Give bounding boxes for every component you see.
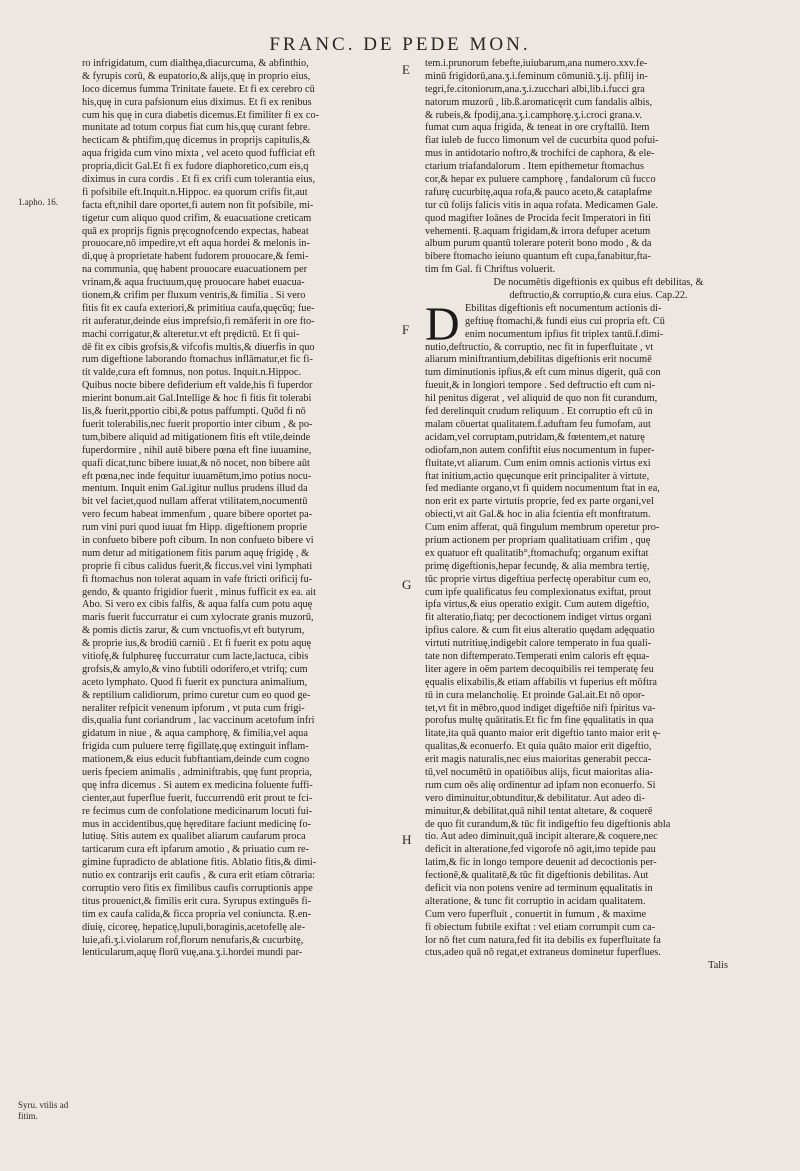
right-column-line: fectionē,& qualitatē,& tūc fit digeftionis debilitas. Aut: [425, 870, 649, 882]
left-column-line: munitate ad totum corpus fiat cum his,quę curant febre.: [82, 122, 311, 134]
left-column-line: tarticarum cura eft ipfarum amotio , & priuatio cum re-: [82, 844, 310, 856]
section-marker-h: H: [402, 832, 412, 847]
right-text-column: [425, 58, 762, 973]
left-column-line: eft pœna,nec inde fequitur iuuamētum,imo potius nocu-: [82, 470, 312, 482]
margin-note-syrup: Syru. vtilis ad fitim.: [18, 1100, 69, 1121]
right-column-line: natorum muzorū , lib.ß.aromaticęrit cum fandalis albis,: [425, 96, 653, 108]
section-marker-f: F: [402, 322, 410, 337]
left-column-line: rum vini puri quod iuuat fm Hipp. digeftionem proprie: [82, 522, 308, 534]
left-column-line: quafi dicat,tunc bibere iuuat,& nō nocet, non bibere aūt: [82, 457, 310, 469]
running-head: FRANC. DE PEDE MON.: [269, 34, 531, 55]
left-column-line: aceto lymphato. Quod fi fuerit ex punctura animalium,: [82, 676, 308, 688]
right-column-line: minū frigidorū,ana.ʒ.i.feminum cōmuniū.ʒ.ij. pfilij in-: [425, 70, 648, 82]
left-column-line: his,quę in cura pafsionum eius diximus. Et fi ex renibus: [82, 96, 312, 108]
left-column-line: luie,afi.ʒ.i.violarum rof,florum nenufaris,& cucurbitę,: [82, 934, 304, 946]
left-column-line: fuperdormire , nihil autē bibere pœna eft fine iuuamine,: [82, 444, 312, 456]
left-column-line: hecticam & phtifim,quę dicemus in proprijs capitulis,&: [82, 135, 311, 147]
right-column-line: vehementi. Ŗ.aquam frigidam,& irrora defuper acetum: [425, 225, 651, 237]
right-column-line: album purum quantū tolerare poterit bono modo , & da: [425, 238, 652, 250]
left-column-line: loco dicemus fumma Trinitate fauete. Et fi ex cerebro cū: [82, 83, 315, 95]
left-column-line: lutiuę. Sitis autem ex qualibet aliarum caufarum proca: [82, 831, 306, 843]
left-column-line: cum his quę in cura diabetis dicemus.Et fimiliter fi ex co-: [82, 109, 320, 121]
right-column-line: mus in antidotario noftro,& trochifci de caphora, & ele-: [425, 148, 655, 160]
left-column-line: quę infra dicemus . Si autem ex medicina foluente fuffi-: [82, 779, 313, 791]
right-column-line: ipfa virtus,& eius operatio exigit. Cum autem digeftio,: [425, 599, 650, 611]
left-column-line: Abo. Si vero ex cibis falfis, & aqua falfa cum potu aquę: [82, 599, 313, 611]
left-column-line: fuerit tolerabilis,nec fuerit proportio inter cibum , & po-: [82, 418, 313, 430]
right-column-line: cum ipfe qualificatus feu complexionatus exiftat, prout: [425, 586, 652, 598]
right-column-line: litate,ita quā quanto maior erit digeftio tanto maior erit ę-: [425, 728, 661, 740]
right-column-line: tum diminutionis ipfius,& eft cum minus digerit, quā con: [425, 367, 661, 379]
right-column-line: Cum vero fuperfluit , conuertit in fumum , & maxime: [425, 908, 647, 920]
left-column-line: rum digeftione laborando ftomachus inflāmatur,et fic fi-: [82, 354, 313, 366]
left-column-line: diuię, cicoreę, hepaticę,lupuli,boraginis,acetofellę ale-: [82, 921, 305, 933]
right-column-line: cor,& hepar ex puluere camphorę , fandalorum cū fucco: [425, 174, 656, 186]
left-column-line: di,quę à proprietate habent fudorem prouocare,& femi-: [82, 251, 309, 263]
left-column-line: Quibus nocte bibere defiderium eft valde,his fi fuperdor: [82, 380, 313, 392]
right-column-line: ęqualis elixabilis,& etiam affabilis vt fuperius eft mōftra: [425, 676, 657, 688]
left-column-line: quā ex proprijs fignis pręcognofcendo expectas, habeat: [82, 225, 309, 237]
right-column-line: quod magifter Ioānes de Procida fecit Imperatori in fiti: [425, 212, 651, 224]
right-column-line: tur cū folijs falicis vitis in aqua rofata. Medicamen Gale.: [425, 199, 659, 211]
left-column-line: gendo, & quanto frigidior fuerit , minus fufficit ex ea. ait: [82, 586, 317, 598]
left-column-line: dis,qualia funt coriandrum , lac vaccinum acetofum infri: [82, 715, 315, 727]
right-column-line: erit magis naturalis,nec eius maioritas generabit pecca-: [425, 754, 652, 766]
right-column-line: tū in cura melancholię. Et proinde Gal.ait.Et nō opor-: [425, 689, 645, 701]
right-column-line: tim fm Gal. fi Chriftus voluerit.: [425, 264, 556, 276]
left-column-line: in confueto bibere poft cibum. In non confueto bibere vi: [82, 534, 314, 546]
left-column-line: tum,bibere aliquid ad mitigationem fitis eft vtile,deinde: [82, 431, 311, 443]
left-column-line: tionem,& crifim per fluxum ventris,& fimilia . Si vero: [82, 290, 306, 302]
right-column-line: tet,vt fit in mēbro,quod indiget digeftiōe nifi fpiritus va-: [425, 702, 656, 714]
right-column-line: rum cum oēs alię ordinentur ad ipfam non econuerfo. Si: [425, 779, 656, 791]
right-column-line: fi obiectum fubtile exiftat : vel etiam corrumpit cum ca-: [425, 921, 656, 933]
left-column-line: num detur ad mitigationem fitis parum aquę frigidę , &: [82, 547, 310, 559]
right-column-line: non erit ex parte virtutis proprie, fed ex parte organi,vel: [425, 496, 654, 508]
right-column-line: acidam,vel corruptam,putridam,& fœtentem,et naturę: [425, 431, 645, 443]
right-column-line: tem.i.prunorum febefte,iuiubarum,ana numero.xxv.fe-: [425, 58, 648, 69]
right-column-line: fueuit,& in longiori tempore . Sed deftructio eft cum ni-: [425, 380, 656, 392]
left-column-line: nutio ex contrarijs erit caufis , & cura erit etiam cōtraria:: [82, 870, 316, 882]
right-column-line: malam cōuertat qualitatem.f.aduftam feu fumofam, aut: [425, 418, 651, 430]
left-column-line: neraliter refpicit venenum ipforum , vt puta cum frigi-: [82, 702, 305, 714]
right-column-line: de quo fit curandum,& tūc fit indigeftio feu digeftionis abla: [425, 818, 671, 830]
right-column-line: tegri,fe.citoniorum,ana.ʒ.i.zucchari albi,lib.i.fucci gra: [425, 83, 645, 95]
left-column-line: maris fuerit fuccurratur ei cum xylocrate granis muzorū,: [82, 612, 314, 624]
left-column-line: lenticularum,aquę florū vuę,ana.ʒ.i.hordei mundi par-: [82, 947, 303, 959]
left-column-line: rit auferatur,deinde eius imprefsio,fi remāferit in ore fto-: [82, 315, 315, 327]
left-column-line: gidatum in niue , & aqua camphorę, & fimilia,vel aqua: [82, 728, 308, 740]
left-column-line: aqua frigida cum vino mixta , vel aceto quod fufficiat eft: [82, 148, 316, 160]
right-column-line: aliarum miniftrantium,debilitas digeftionis erit nocumē: [425, 354, 652, 366]
right-column-line: hil penitus digerat , vel aliquid de quo non fit curandum,: [425, 393, 658, 405]
right-column-line: fluitate,vt aliarum. Cum enim omnis actionis virtus exi: [425, 457, 651, 469]
right-column-line: porofus multę quātitatis.Et fic fm fine ęqualitatis in qua: [425, 715, 654, 727]
left-column-line: grofsis,& amylo,& vino fubtili odorifero,et vtrifq; cum: [82, 663, 308, 675]
right-column-line: tū,vel nocumētū in opatiōibus alijs, ficut maioritas alia-: [425, 766, 653, 778]
left-column-line: mationem,& eius educit fubftantiam,deinde cum cogno: [82, 754, 310, 766]
left-column-line: lis,& fuerit,pportio cibi,& potus paffumpti. Quōd fi nō: [82, 406, 306, 418]
right-column-line: geftiuę ftomachi,& fundi eius cui propria eft. Cū: [465, 315, 665, 327]
right-column-line: liter agere in oēm partem decoquibilis rei temperatę feu: [425, 663, 654, 675]
right-column-line: odiofam,non autem confiftit eius nocumentum in fuper-: [425, 444, 655, 456]
right-column-line: Talis: [708, 960, 728, 972]
left-column-line: & proprie ius,& brodiū carniū . Et fi fuerit ex potu aquę: [82, 638, 312, 650]
left-column-line: mierint bonum.ait Gal.Intellige & hoc fi fitis fit tolerabi: [82, 393, 312, 405]
right-column-line: qualitas,& econuerfo. Et quia quāto maior erit digeftio,: [425, 741, 652, 753]
right-column-line: tūc proprie virtus digeftiua perfectę operabitur cum eo,: [425, 573, 651, 585]
right-column-line: fed derelinquit crudum reliquum . Et corruptio eft cū in: [425, 406, 653, 418]
margin-note-aphorism: 1.apho. 16.: [18, 197, 58, 207]
left-column-line: re fecimus cum de confolatione medicinarum locuti fui-: [82, 805, 313, 817]
left-column-line: ro infrigidatum, cum dialthęa,diacurcuma, & abfinthio,: [82, 58, 309, 69]
left-text-column: [82, 58, 402, 960]
left-column-line: tigetur cum aliquo quod crifim, & euacuatione creticam: [82, 212, 312, 224]
right-column-line: fiat iuleb de fucco limonum vel de cucurbita quod pofui-: [425, 135, 659, 147]
left-column-line: corruptio vero fitis ex fimilibus caufis corruptionis appe: [82, 883, 313, 894]
right-column-line: nutio,deftructio, & corruptio, nec fit in fuperfluitate , vt: [425, 341, 654, 353]
left-column-line: diximus in cura cordis . Et fi ex crifi cum tolerantia eius,: [82, 174, 316, 186]
right-column-line: obiecti,vt ait Gal.& hoc in alia fcientia eft monftratum.: [425, 509, 651, 521]
right-column-line: ctarium triafandalorum . Item epithemetur ftomachus: [425, 161, 645, 173]
left-column-line: na communia, quę habent prouocare euacuationem per: [82, 264, 308, 276]
left-column-line: fi pofsibile eft.Inquit.n.Hippoc. ea quorum crifis fit,aut: [82, 186, 308, 198]
right-column-line: deficit via non potens venire ad terminum ęqualitatis in: [425, 883, 653, 894]
right-column-line: fit alteratio,fiatq; per decoctionem indiget virtus organi: [425, 612, 652, 624]
left-column-line: propria,dicit Gal.Et fi ex fudore diaphoretico,cum eis,q: [82, 161, 309, 173]
left-column-line: tim ex caufa calida,& ficca propria vel coniuncta. Ŗ.en-: [82, 908, 312, 920]
left-column-line: & pomis dictis zarur, & cum vnctuofis,vt eft butyrum,: [82, 625, 305, 637]
left-column-line: vero fecum habeat immenfum , quare bibere oportet pa-: [82, 509, 313, 521]
right-column-line: latim,& fic in longo tempore deuenit ad decoctionis per-: [425, 857, 657, 869]
drop-cap-initial: D: [425, 298, 460, 352]
right-column-line: ftat initium,actio quęcunque erit principaliter à virtute,: [425, 470, 650, 482]
left-column-line: fitis fit ex caufa exteriori,& primitiua caufa,quęcūq; fue-: [82, 302, 315, 314]
right-column-line: deftructio,& corruptio,& cura eius. Cap.22.: [509, 290, 688, 302]
left-column-line: facta eft,nihil dare oportet,fi autem non fit pofsibile, mi-: [82, 199, 314, 211]
left-column-line: gimine fupradicto de ablatione fitis. Ablatio fitis,& dimi-: [82, 857, 317, 869]
left-column-line: frigida cum puluere terrę figillatę,quę extinguit inflam-: [82, 741, 309, 753]
right-column-line: deficit in alteratione,fed vigorofe nō agit,imo tepide pau: [425, 844, 656, 856]
section-marker-e: E: [402, 62, 410, 77]
left-column-line: mentum. Inquit enim Gal.igitur nullus prudens illud da: [82, 483, 308, 495]
right-column-line: primę digeftionis,hepar fecundę, & alia membra tertię,: [425, 560, 650, 572]
right-column-line: ipfius calore. & cum fit eius alteratio quędam adęquatio: [425, 625, 655, 637]
right-column-line: minuitur,& debilitat,quā nihil tentat altetare, & coquerē: [425, 805, 653, 817]
left-column-line: proprie fi cibus calidus fuerit,& ficcus.vel vini lymphati: [82, 560, 313, 572]
left-column-line: & fyrupis corū, & eupatorio,& alijs,quę in proprio eius,: [82, 70, 311, 82]
left-column-line: mus in accidentibus,quę hęreditare faciunt medicinę fo-: [82, 818, 312, 830]
right-column-line: virtuti nutritiuę,indigebit calore temperato in fua quali-: [425, 638, 652, 650]
right-column-line: fumat cum aqua frigida, & teneat in ore cryftallū. Item: [425, 122, 650, 134]
left-column-line: vitiofę,& fulphureę fuccurratur cum lacte,lactuca, cibis: [82, 650, 309, 662]
right-column-line: tio. Aut adeo diminuit,quā incipit alterare,& coquere,nec: [425, 831, 658, 843]
left-column-line: cienter,aut fuperflue fuerit, fuccurrendū erit prout te fci-: [82, 792, 313, 804]
right-column-line: Cum enim afferat, quā fingulum membrum operetur pro-: [425, 522, 660, 534]
right-column-line: lor nō ftet cum natura,fed fit ita debilis ex fuperfluitate fa: [425, 934, 661, 946]
right-column-line: enim nocumentum ipfius fit triplex tantū.f.dimi-: [465, 328, 664, 340]
left-column-line: machi corrigatur,& alteretur.vt eft prędictū. Et fi qui-: [82, 328, 300, 340]
left-column-line: & reptilium calidiorum, primo curetur cum eo quod ge-: [82, 689, 311, 701]
right-column-line: vero diminuitur,obtunditur,& debilitatur. Aut adeo di-: [425, 792, 645, 804]
right-column-line: bibere ftomacho ieiuno quantum eft cupa,fanabitur,fta-: [425, 251, 651, 263]
left-column-line: fi ftomachus non tolerat aquam in vafe ftricti orificij fu-: [82, 573, 313, 585]
right-column-line: tate non diftemperato.Temperati enim caloris eft ęqua-: [425, 650, 650, 662]
right-column-line: & rubeis,& fpodij,ana.ʒ.i.camphorę.ʒ.i.croci grana.v.: [425, 109, 642, 121]
right-column-line: prium actionem per propriam qualitatiuam crifim , quę: [425, 534, 651, 546]
right-column-line: ctus,adeo quā nō regat,et extraneus dominetur fuperflues.: [425, 947, 661, 959]
left-column-line: bit vel faciet,quod nullam afferat vtilitatem,nocumentū: [82, 496, 308, 508]
left-column-line: dē fit ex cibis grofsis,& vifcofis multis,& diuerfis in quo: [82, 341, 315, 353]
left-column-line: tit valde,cura eft fomnus, non potus. Inquit.n.Hippoc.: [82, 367, 302, 379]
right-column-line: ex quatuor eft qualitatib°,ftomachufq; organum exiftat: [425, 547, 649, 559]
left-column-line: prouocare,nō impedire,vt eft aqua hordei & melonis in-: [82, 238, 310, 250]
right-column-line: rafurę cucurbitę,aqua rofa,& pauco aceto,& cataplafme: [425, 186, 652, 198]
section-marker-g: G: [402, 577, 412, 592]
left-column-line: titus prouenict,& fimilis erit cura. Syrupus extinguēs fi-: [82, 895, 312, 907]
right-column-line: De nocumētis digeftionis ex quibus eft debilitas, &: [493, 277, 704, 289]
right-column-line: fed mediante organo,vt fi quidem nocumentum ftat in ea,: [425, 483, 660, 495]
right-column-line: Ebilitas digeftionis eft nocumentum actionis di-: [465, 302, 662, 314]
right-column-line: alteratione, & tunc fit corruptio in acidam qualitatem.: [425, 895, 646, 907]
left-column-line: vrinam,& aqua fructuum,quę prouocare habet euacua-: [82, 277, 305, 289]
left-column-line: ueris fpeciem animalis , adminiftrabis, quę funt propria,: [82, 766, 312, 778]
